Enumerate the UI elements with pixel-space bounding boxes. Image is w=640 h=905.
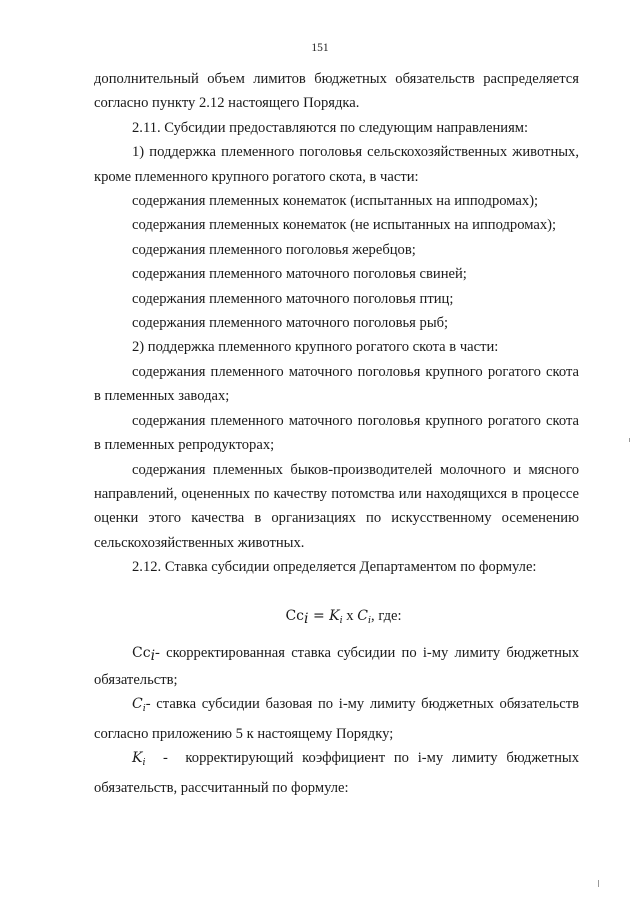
paragraph-2-12: 2.12. Ставка субсидии определяется Департаментом по формуле:	[132, 559, 537, 576]
formula-k: $K_i$	[329, 607, 343, 626]
paragraph-limits: дополнительный объем лимитов бюджетных обязательств распределяется согласно пункту 2.12 настоящего Порядка.	[94, 71, 579, 112]
definition-symbol: $C_i$	[132, 696, 146, 715]
definition-ki	[94, 746, 583, 800]
list-item: содержания племенного поголовья жеребцов;	[132, 241, 416, 258]
definition-symbol: $Cc_i$	[132, 644, 156, 664]
formula-tail: , где:	[371, 607, 402, 624]
formula-c: $C_i$	[357, 607, 372, 626]
list-item: содержания племенного маточного поголовья крупного рогатого скота в племенных репродукторах;	[94, 412, 579, 454]
list-item: содержания племенных быков-производителей молочного и мясного направлений, оцененных по качеству потомства или находящихся в процессе оценки этого качества в организациях по искусственному осеменению сельскохозяйственных животных.	[94, 461, 579, 551]
definition-text: - скорректированная ставка субсидии по i-му лимиту бюджетных обязательств;	[94, 644, 579, 688]
formula-lhs: $Cc_i$	[285, 607, 309, 627]
list-item: содержания племенного маточного поголовья крупного рогатого скота в племенных заводах;	[94, 363, 579, 405]
formula	[94, 580, 579, 641]
list-item: содержания племенного маточного поголовья птиц;	[132, 290, 454, 307]
scan-mark	[598, 880, 599, 887]
formula-equals: =	[308, 607, 330, 624]
paragraph-direction-1: 1) поддержка племенного поголовья сельскохозяйственных животных, кроме племенного крупного рогатого скота, в части:	[94, 144, 579, 185]
paragraph-direction-2: 2) поддержка племенного крупного рогатого скота в части:	[132, 339, 499, 356]
definition-cci	[94, 641, 579, 693]
definition-symbol: $K_i$	[132, 750, 146, 769]
list-item: содержания племенных конематок (не испытанных на ипподромах);	[132, 217, 557, 234]
list-item: содержания племенных конематок (испытанных на ипподромах);	[132, 193, 539, 210]
document-body	[94, 67, 583, 800]
definition-text: - корректирующий коэффициент по i-му лимиту бюджетных обязательств, рассчитанный по формуле:	[94, 750, 583, 796]
definition-ci	[94, 692, 579, 746]
scan-mark	[629, 438, 630, 442]
definition-text: - ставка субсидии базовая по i-му лимиту бюджетных обязательств согласно приложению 5 к настоящему Порядку;	[94, 696, 579, 742]
list-item: содержания племенного маточного поголовья свиней;	[132, 266, 467, 283]
formula-times: x	[342, 607, 358, 624]
paragraph-2-11: 2.11. Субсидии предоставляются по следующим направлениям:	[132, 119, 529, 136]
list-item: содержания племенного маточного поголовья рыб;	[132, 315, 449, 332]
page-number: 151	[311, 42, 329, 54]
